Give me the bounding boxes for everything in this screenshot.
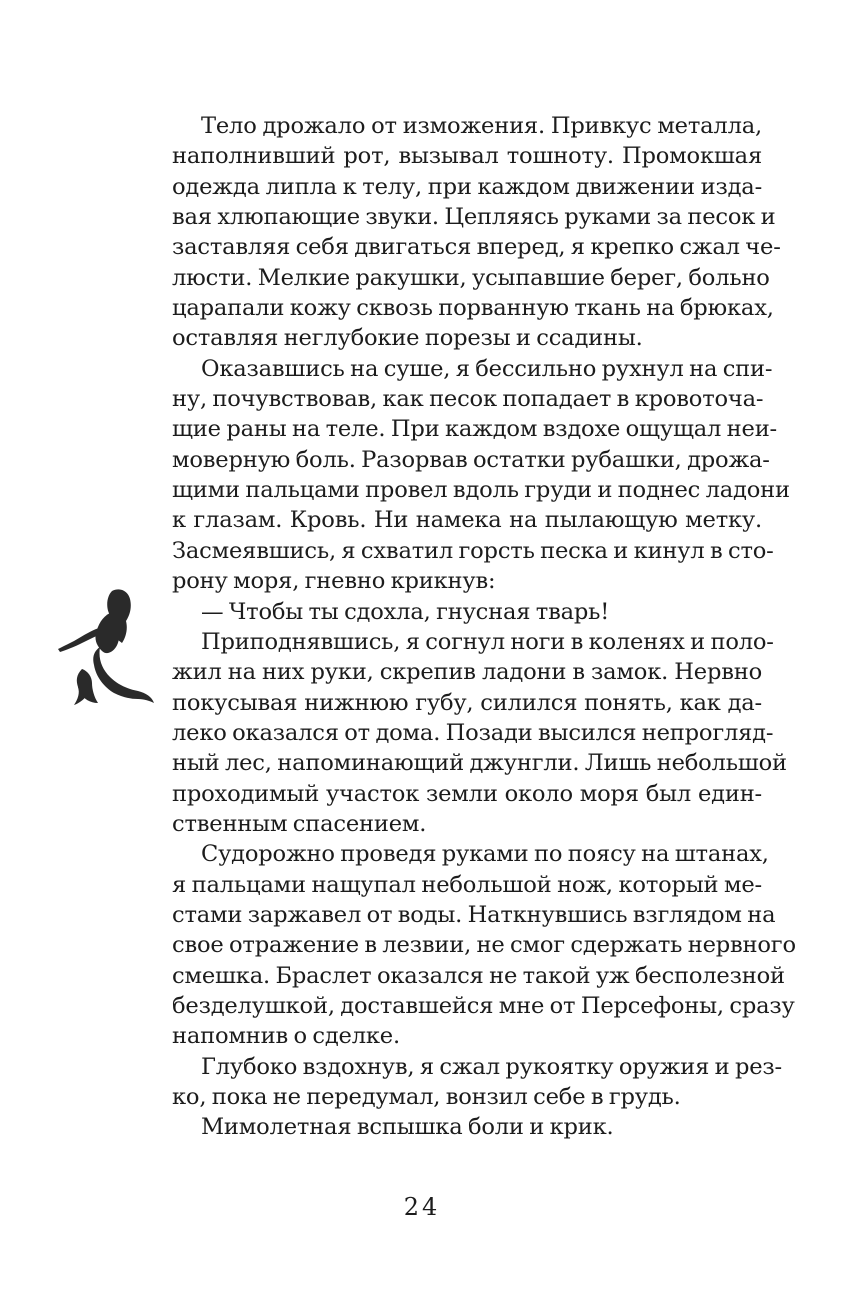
text-line: к глазам. Кровь. Ни намека на пылающую метку. [172,507,762,534]
text-line: щие раны на теле. При каждом вздохе ощущал неи- [172,416,777,443]
text-line: щими пальцами провел вдоль груди и поднес ладони [172,477,790,504]
text-line: Засмеявшись, я схватил горсть песка и кинул в сто- [172,537,774,564]
text-line: покусывая нижнюю губу, силился понять, как да- [172,689,762,716]
text-line: оставляя неглубокие порезы и ссадины. [172,325,643,352]
text-line: ственным спасением. [172,810,427,837]
text-line: моверную боль. Разорвав остатки рубашки, дрожа- [172,446,770,473]
text-line: напомнив о сделке. [172,1023,400,1050]
text-line: леко оказался от дома. Позади высился непрогляд- [172,719,774,746]
text-line: ко, пока не передумал, вонзил себе в грудь. [172,1084,681,1110]
text-line: вая хлюпающие звуки. Цепляясь руками за песок и [172,204,776,231]
mermaid-icon [54,585,158,711]
text-line: я пальцами нащупал небольшой нож, который ме- [172,871,762,898]
text-line: смешка. Браслет оказался не такой уж бесполезной [172,962,785,989]
text-line: ный лес, напоминающий джунгли. Лишь небольшой [172,750,787,777]
dialogue-line: — Чтобы ты сдохла, гнусная тварь! [201,598,610,625]
text-line: Глубоко вздохнув, я сжал рукоятку оружия и рез- [201,1053,782,1080]
text-line: ну, почувствовав, как песок попадает в кровоточа- [172,386,764,413]
text-line: Мимолетная вспышка боли и крик. [201,1114,614,1141]
text-line: Судорожно проведя руками по поясу на штанах, [201,841,769,868]
text-line: рону моря, гневно крикнув: [172,568,496,595]
text-line: проходимый участок земли около моря был един- [172,780,762,807]
text-line: Тело дрожало от изможения. Привкус металла, [201,113,762,139]
text-line: стами заржавел от воды. Наткнувшись взглядом на [172,901,776,928]
text-line: жил на них руки, скрепив ладони в замок. Нервно [172,659,762,686]
text-line: безделушкой, доставшейся мне от Персефоны, сразу [172,992,795,1019]
page-number: 24 [403,1193,441,1221]
text-line: заставляя себя двигаться вперед, я крепко сжал че- [172,234,781,261]
text-line: наполнивший рот, вызывал тошноту. Промокшая [172,143,762,170]
body-text [172,111,796,1143]
text-line: люсти. Мелкие ракушки, усыпавшие берег, больно [172,264,770,291]
text-line: свое отражение в лезвии, не смог сдержать нервного [172,932,796,959]
text-line: Приподнявшись, я согнул ноги в коленях и поло- [201,628,774,655]
text-line: царапали кожу сквозь порванную ткань на брюках, [172,295,774,322]
text-line: одежда липла к телу, при каждом движении изда- [172,173,762,200]
text-line: Оказавшись на суше, я бессильно рухнул на спи- [201,355,773,382]
